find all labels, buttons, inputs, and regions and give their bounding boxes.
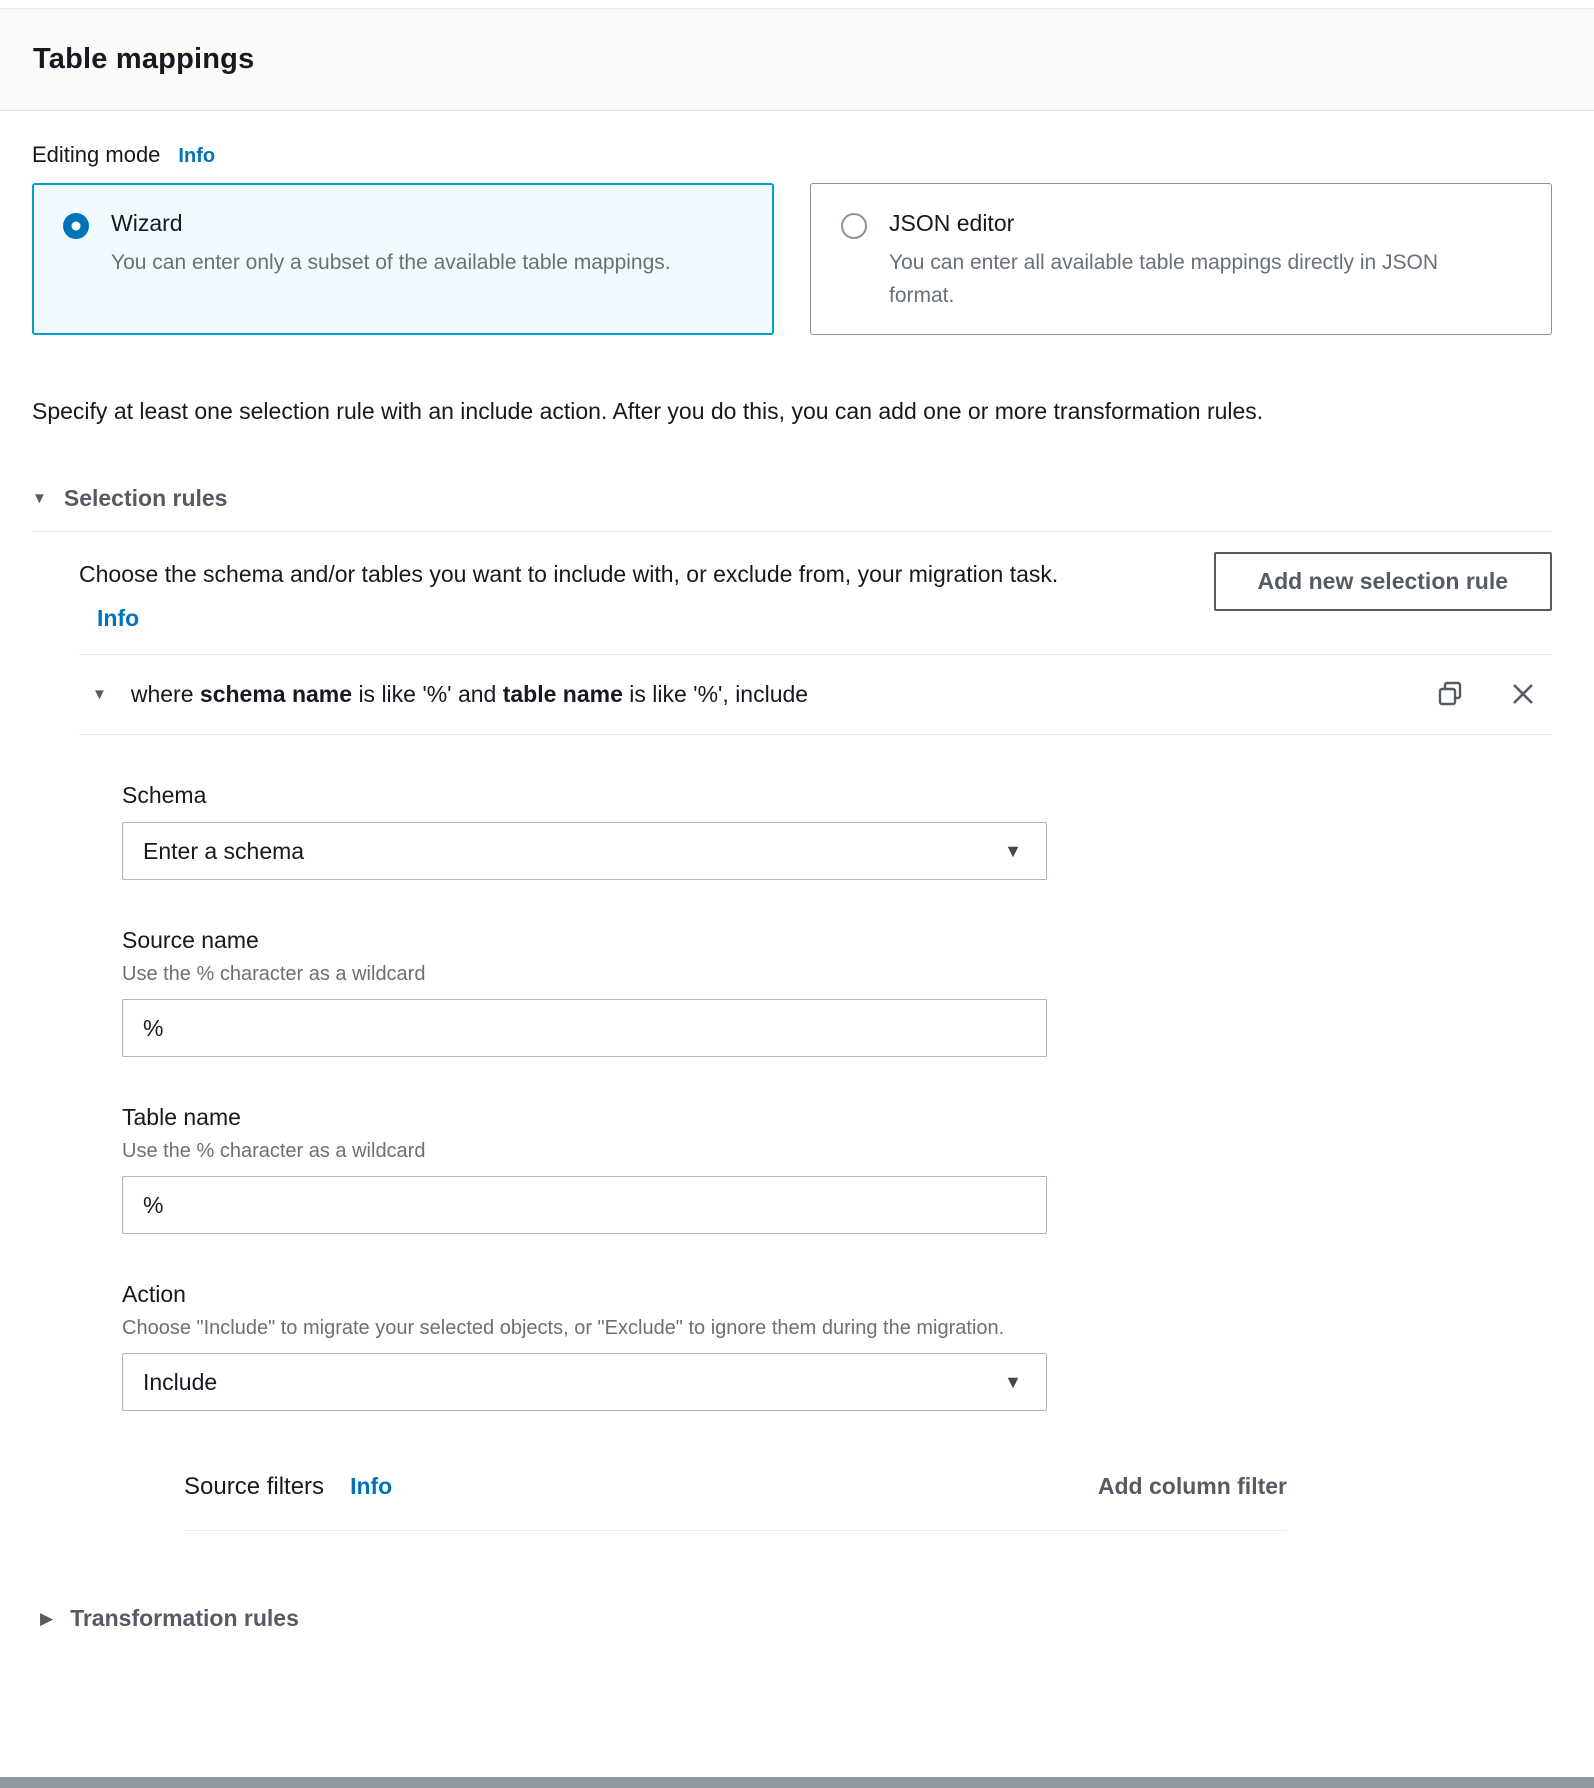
source-filters-info-link[interactable]: Info [350,1473,393,1499]
action-select-value: Include [143,1368,218,1395]
transformation-rules-title: Transformation rules [70,1605,299,1631]
divider [32,531,1552,532]
selection-rules-title: Selection rules [63,485,228,511]
schema-select-value: Enter a schema [143,837,305,864]
rule-summary [131,681,808,708]
selection-rules-toggle[interactable] [32,485,1552,512]
rule-summary-where: where [130,680,194,707]
add-selection-rule-button[interactable]: Add new selection rule [1214,552,1553,611]
schema-select[interactable] [122,822,1047,880]
page-title: Table mappings [33,43,255,75]
delete-rule-button[interactable] [1508,679,1538,709]
add-column-filter-button[interactable]: Add column filter [1097,1473,1287,1499]
intro-text: Specify at least one selection rule with an include action. After you do this, you can add one or more transformation rules. [32,398,1264,424]
chevron-right-icon: ▶ [40,1609,54,1628]
selection-rules-description-text: Choose the schema and/or tables you want to include with, or exclude from, your migration task. [79,561,1059,587]
source-name-help: Use the % character as a wildcard [122,963,426,985]
json-editor-option-description: You can enter all available table mappings directly in JSON format. [889,251,1439,307]
source-name-label: Source name [122,927,259,953]
selection-rules-description [79,552,1109,640]
action-select[interactable] [122,1353,1047,1411]
source-name-input[interactable] [122,999,1047,1057]
rule-summary-schema-field: schema name [199,680,353,707]
table-name-input[interactable] [122,1176,1047,1234]
wizard-option-card[interactable] [32,183,774,335]
schema-label: Schema [122,782,207,808]
close-icon [1508,679,1538,709]
editing-mode-info-link[interactable]: Info [178,145,216,167]
transformation-rules-toggle[interactable] [40,1605,1552,1632]
rule-summary-schema-op: is like '%' and [358,680,497,707]
copy-icon [1434,678,1466,710]
json-editor-option-label: JSON editor [889,210,1015,236]
table-name-help: Use the % character as a wildcard [122,1140,426,1162]
json-editor-radio[interactable] [841,213,867,239]
json-editor-option-card[interactable] [810,183,1552,335]
rule-chevron-down-icon[interactable]: ▼ [92,685,107,703]
wizard-radio[interactable] [63,213,89,239]
table-name-label: Table name [122,1104,241,1130]
bottom-scrollbar[interactable] [0,1777,1594,1788]
action-help: Choose "Include" to migrate your selected objects, or "Exclude" to ignore them during the migration. [122,1317,1005,1339]
wizard-option-label: Wizard [111,210,183,236]
page-header [0,8,1594,111]
editing-mode-options [32,183,1552,335]
divider [79,734,1552,735]
rule-summary-table-field: table name [502,680,623,707]
action-label: Action [122,1281,186,1307]
select-caret-icon: ▼ [1004,841,1022,861]
wizard-option-description: You can enter only a subset of the available table mappings. [111,251,671,274]
source-filters-title: Source filters [184,1473,325,1500]
duplicate-rule-button[interactable] [1434,678,1466,710]
select-caret-icon: ▼ [1004,1372,1022,1392]
editing-mode-label: Editing mode [32,142,161,167]
divider [184,1530,1287,1531]
chevron-down-icon: ▼ [32,490,47,507]
rule-summary-table-op: is like '%', include [629,680,809,707]
selection-rules-info-link[interactable]: Info [97,605,140,631]
